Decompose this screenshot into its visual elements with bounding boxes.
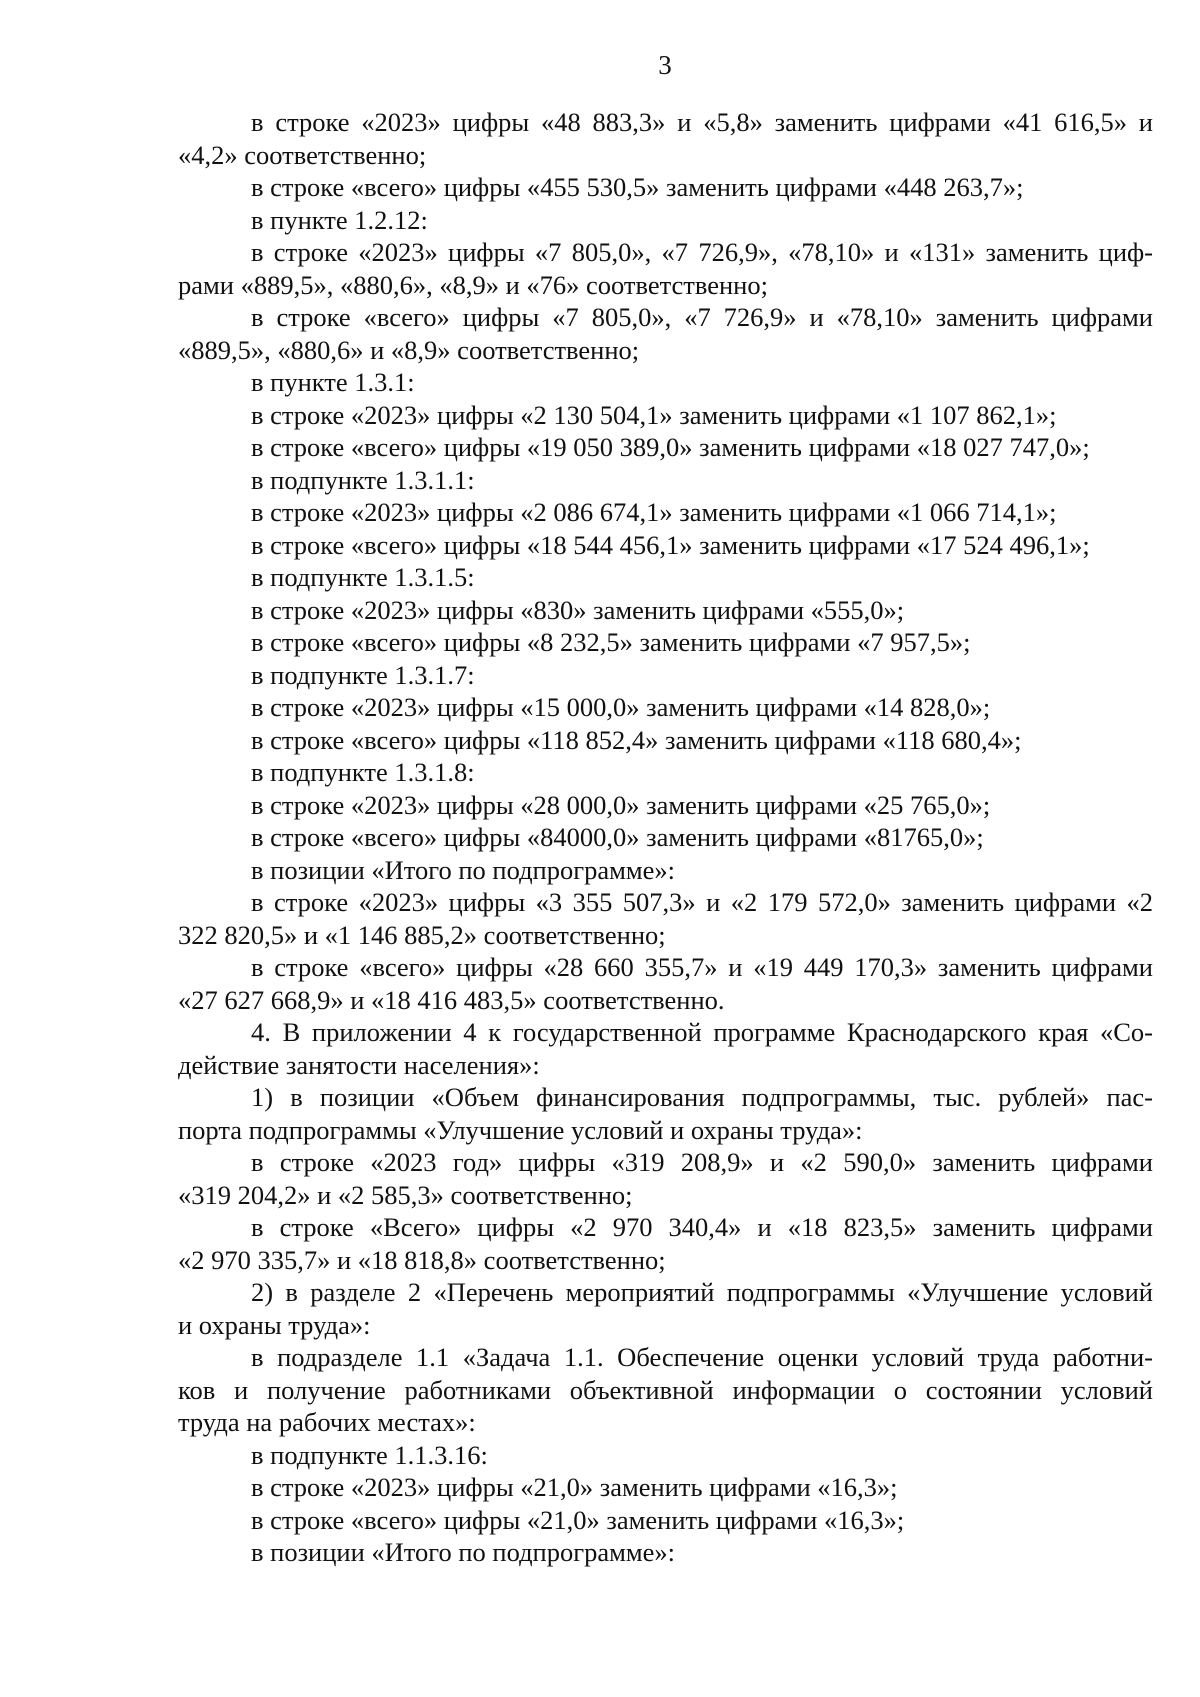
text-line: 4. В приложении 4 к государственной программе Краснодарского края «Со- <box>251 1017 1153 1047</box>
text-line: в строке «2023» цифры «28 000,0» заменить цифрами «25 765,0»; <box>251 789 991 820</box>
text-line: в подразделе 1.1 «Задача 1.1. Обеспечение оценки условий труда работни- <box>251 1342 1153 1372</box>
text-line: в строке «всего» цифры «8 232,5» заменить цифрами «7 957,5»; <box>251 627 971 657</box>
text-line: и охраны труда»: <box>178 1309 371 1340</box>
text-line: действие занятости населения»: <box>178 1049 540 1080</box>
text-line: в строке «всего» цифры «28 660 355,7» и «19 449 170,3» заменить цифрами <box>251 952 1153 982</box>
text-line: в подпункте 1.3.1.7: <box>251 659 475 690</box>
text-line: в строке «всего» цифры «21,0» заменить цифрами «16,3»; <box>251 1504 905 1535</box>
text-line: в строке «2023» цифры «3 355 507,3» и «2 179 572,0» заменить цифрами «2 <box>251 887 1153 917</box>
text-line: в строке «2023» цифры «21,0» заменить цифрами «16,3»; <box>251 1472 898 1502</box>
text-line: в пункте 1.2.12: <box>251 204 428 235</box>
text-line: «2 970 335,7» и «18 818,8» соответственно; <box>178 1244 666 1275</box>
text-line: «319 204,2» и «2 585,3» соответственно; <box>178 1179 633 1210</box>
text-line: в строке «Всего» цифры «2 970 340,4» и «18 823,5» заменить цифрами <box>251 1212 1153 1242</box>
text-line: в подпункте 1.3.1.5: <box>251 562 475 592</box>
text-line: в строке «2023» цифры «7 805,0», «7 726,9», «78,10» и «131» заменить циф- <box>251 237 1153 267</box>
text-line: 322 820,5» и «1 146 885,2» соответственно; <box>178 919 666 950</box>
text-line: в строке «2023» цифры «2 086 674,1» заменить цифрами «1 066 714,1»; <box>251 497 1057 527</box>
text-line: в строке «2023» цифры «15 000,0» заменить цифрами «14 828,0»; <box>251 692 991 722</box>
text-line: 2) в разделе 2 «Перечень мероприятий подпрограммы «Улучшение условий <box>251 1277 1153 1307</box>
text-line: «4,2» соответственно; <box>178 139 427 170</box>
text-line: ков и получение работниками объективной информации о состоянии условий <box>178 1374 1153 1405</box>
text-line: в строке «всего» цифры «84000,0» заменить цифрами «81765,0»; <box>251 822 984 852</box>
text-line: «889,5», «880,6» и «8,9» соответственно; <box>178 334 640 365</box>
text-line: в подпункте 1.3.1.1: <box>251 464 475 495</box>
text-line: в позиции «Итого по подпрограмме»: <box>251 1537 676 1567</box>
text-line: в пункте 1.3.1: <box>251 367 415 397</box>
text-line: в строке «2023 год» цифры «319 208,9» и «2 590,0» заменить цифрами <box>251 1147 1153 1177</box>
text-line: в позиции «Итого по подпрограмме»: <box>251 854 676 885</box>
text-line: «27 627 668,9» и «18 416 483,5» соответственно. <box>178 984 725 1015</box>
text-line: в подпункте 1.1.3.16: <box>251 1439 488 1470</box>
text-line: 1) в позиции «Объем финансирования подпрограммы, тыс. рублей» пас- <box>251 1082 1153 1112</box>
text-line: труда на рабочих местах»: <box>178 1407 476 1437</box>
page-number: 3 <box>658 50 672 80</box>
text-line: в строке «всего» цифры «118 852,4» заменить цифрами «118 680,4»; <box>251 724 1022 755</box>
text-line: в строке «всего» цифры «19 050 389,0» заменить цифрами «18 027 747,0»; <box>251 432 1090 462</box>
document-body <box>178 106 1153 1569</box>
text-line: в подпункте 1.3.1.8: <box>251 757 475 787</box>
text-line: в строке «2023» цифры «830» заменить цифрами «555,0»; <box>251 594 905 625</box>
text-line: в строке «2023» цифры «2 130 504,1» заменить цифрами «1 107 862,1»; <box>251 399 1057 430</box>
text-line: в строке «2023» цифры «48 883,3» и «5,8» заменить цифрами «41 616,5» и <box>251 107 1153 137</box>
text-line: рами «889,5», «880,6», «8,9» и «76» соответственно; <box>178 269 768 300</box>
text-line: в строке «всего» цифры «455 530,5» заменить цифрами «448 263,7»; <box>251 172 1024 202</box>
text-line: порта подпрограммы «Улучшение условий и охраны труда»: <box>178 1114 863 1145</box>
text-line: в строке «всего» цифры «7 805,0», «7 726,9» и «78,10» заменить цифрами <box>251 302 1153 332</box>
text-line: в строке «всего» цифры «18 544 456,1» заменить цифрами «17 524 496,1»; <box>251 529 1090 560</box>
